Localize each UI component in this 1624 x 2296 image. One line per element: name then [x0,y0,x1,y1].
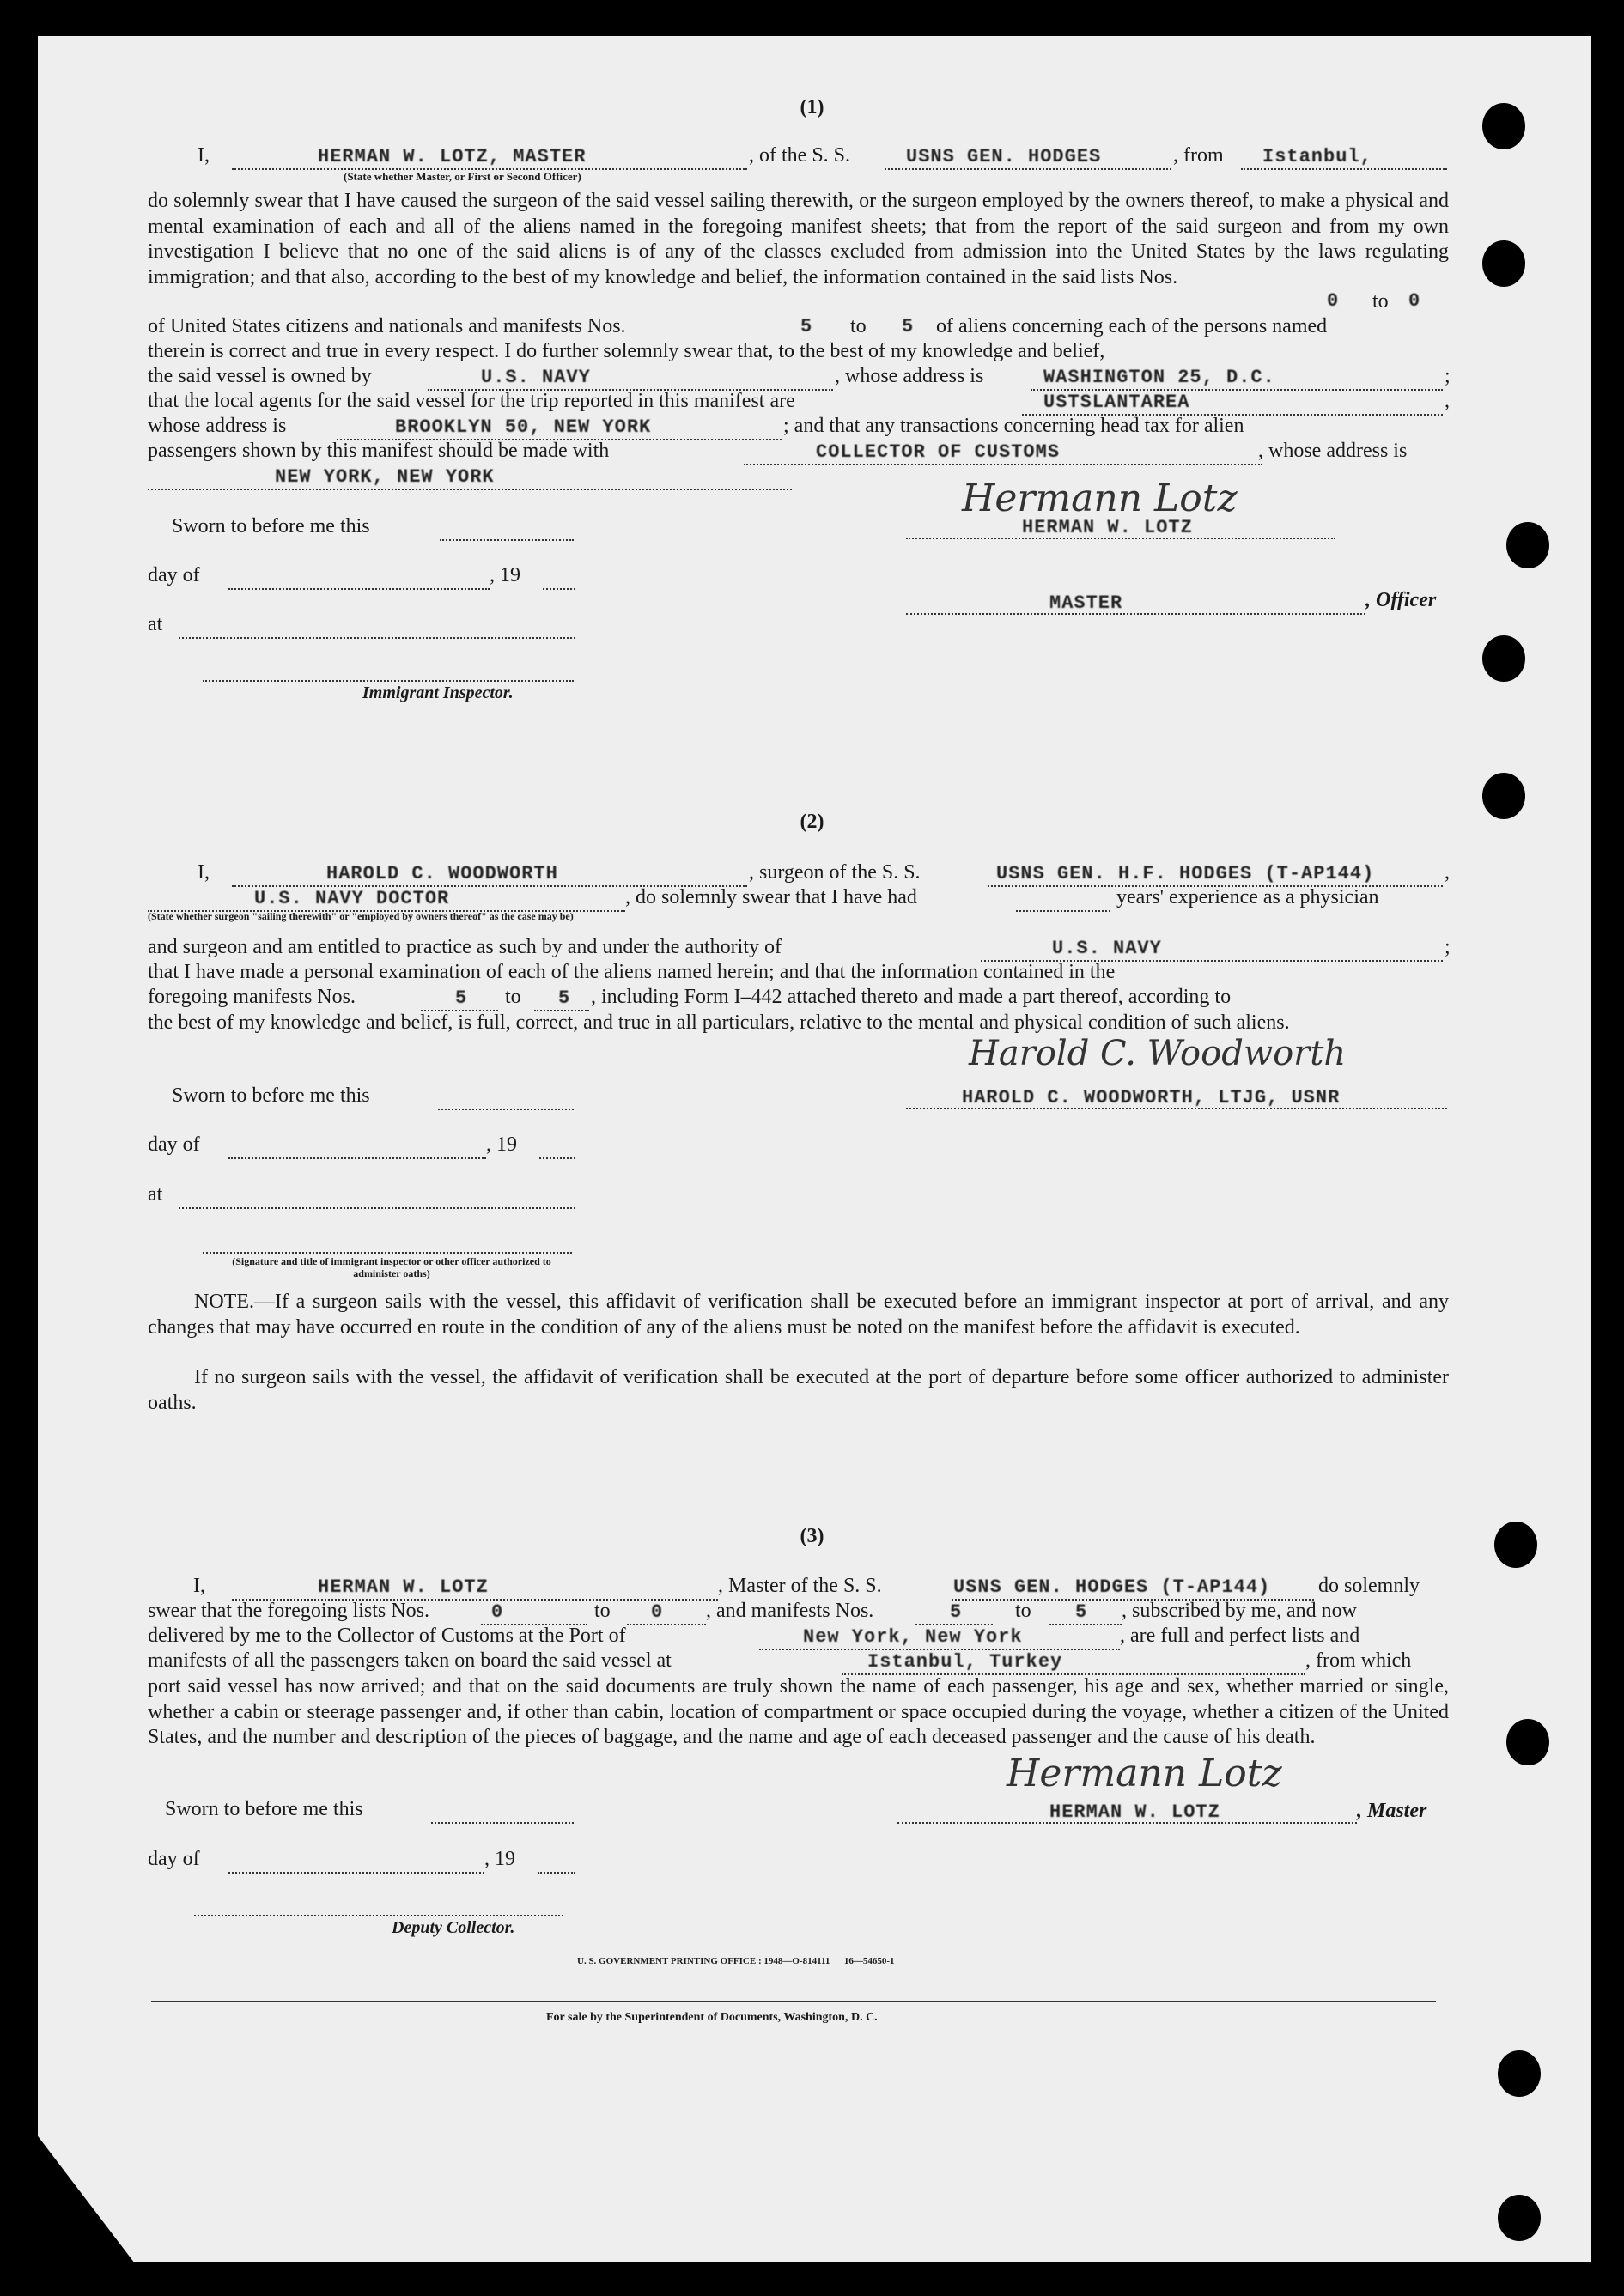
to-label: to [1015,1600,1031,1622]
i-label: I, [193,1575,205,1597]
officer-label: , Officer [1365,589,1437,611]
vessel-name: USNS GEN. H.F. HODGES (T-AP144) [996,863,1375,884]
foregoing-label: foregoing manifests Nos. [148,986,356,1008]
owner: U.S. NAVY [481,367,591,388]
day-of-label: day of [148,564,200,586]
owner-address: WASHINGTON 25, D.C. [1043,367,1275,388]
comma: , [1445,390,1450,412]
day-line [228,566,490,590]
semicolon: ; [1445,936,1451,958]
sig-note-text: (Signature and title of immigrant inspector or other officer authorized to administer oaths) [232,1255,551,1279]
inspector-line [203,658,574,682]
year-label: , 19 [484,1848,515,1870]
sale-notice: For sale by the Superintendent of Documents, Washington, D. C. [546,2011,878,2024]
i-label: I, [198,861,210,884]
master-name: HERMAN W. LOTZ [318,1576,489,1598]
to-label: to [850,315,867,337]
of-ss-label: , of the S. S. [749,144,851,167]
whose-address-label: , whose address is [1258,440,1408,462]
swear-that-text: swear that the foregoing lists Nos. [148,1600,429,1622]
semicolon: ; [1445,365,1451,387]
to-label: to [505,986,521,1008]
from-which-text: , from which [1305,1649,1412,1672]
including-text: , including Form I–442 attached thereto and made a part thereof, according to [591,986,1232,1008]
year-label: , 19 [490,564,520,586]
lists-from: 0 [491,1601,504,1623]
whose-address-label: whose address is [148,415,287,437]
collector-address: NEW YORK, NEW YORK [275,466,495,488]
punch-hole [1506,522,1549,568]
punch-hole [1482,240,1525,287]
and-manifests-label: , and manifests Nos. [706,1600,874,1622]
year-line [538,1850,575,1874]
head-tax-text: ; and that any transactions concerning head tax for alien [783,415,1244,437]
passenger-details-text: port said vessel has now arrived; and that on the said documents are truly shown the name of each passenger, his age and sex, whether married or single, whether a cabin or steerage passenger and, if other than cabin, location of compartment or space occupied during the voyage, whether a citizen of the United States, and the number and description of the pieces of baggage, and the name and age of each deceased passenger and the cause of his death. [148,1675,1449,1748]
state-note: (State whether Master, or First or Second Officer) [344,170,581,183]
examination-text: that I have made a personal examination of each of the aliens named herein; and that the information contained in the [148,961,1116,983]
swear-label: do solemnly [1318,1575,1420,1597]
local-agents-label: that the local agents for the said vessel for the trip reported in this manifest are [148,390,795,412]
signer-name: HERMAN W. LOTZ [1049,1801,1220,1823]
lists-to-line [627,1601,706,1625]
at-label: at [148,613,163,635]
local-agents: USTSLANTAREA [1043,392,1190,413]
boarding-port: Istanbul, Turkey [867,1651,1063,1673]
full-text: , are full and perfect lists and [1120,1625,1360,1647]
manifests-all-text: manifests of all the passengers taken on board the said vessel at [148,1649,672,1672]
punch-hole [1498,2195,1541,2241]
day-line [228,1850,484,1874]
note-text: —If a surgeon sails with the vessel, this affidavit of verification shall be executed before an immigrant inspector at port of arrival, and any changes that may have occurred en route in the condition of any of the aliens must be noted on the manifest before the affidavit is executed. [148,1291,1449,1339]
belief-text: the best of my knowledge and belief, is full, correct, and true in all particulars, relative to the mental and physical condition of such aliens. [148,1011,1290,1034]
master-signature: Hermann Lotz [1007,1752,1282,1795]
surgeon-name: HAROLD C. WOODWORTH [326,863,558,884]
year-line [543,566,575,590]
section-number: (1) [800,96,824,118]
whose-address-label: , whose address is [835,365,984,387]
at-label: at [148,1183,163,1206]
at-line [179,615,575,639]
surgeon-status: U.S. NAVY DOCTOR [254,888,450,909]
sworn-label: Sworn to before me this [172,1084,370,1107]
manifest-from: 5 [950,1601,963,1623]
sworn-label: Sworn to before me this [165,1798,363,1820]
aliens-text: of aliens concerning each of the persons named [936,315,1328,337]
years-line [1016,888,1110,912]
day-of-label: day of [148,1848,200,1870]
sig-note [211,1255,572,1279]
deputy-label: Deputy Collector. [392,1918,515,1937]
signer-name: HAROLD C. WOODWORTH, LTJG, USNR [962,1087,1341,1109]
vessel-name: USNS GEN. HODGES [906,146,1102,167]
surgeon-of-label: , surgeon of the S. S. [749,861,921,884]
note-paragraph [148,1290,1449,1340]
signature-line [203,1230,572,1254]
day-line [228,1135,486,1159]
vessel-name: USNS GEN. HODGES (T-AP144) [953,1576,1271,1598]
to-label: to [594,1600,611,1622]
state-note: (State whether surgeon "sailing therewith" or "employed by owners thereof" as the case may be) [148,910,574,922]
torn-corner [0,2086,137,2267]
at-line [179,1185,575,1209]
owned-by-label: the said vessel is owned by [148,365,372,387]
master-of-label: , Master of the S. S. [718,1575,882,1597]
lists-to: 0 [651,1601,664,1623]
lists-to: 0 [1408,290,1421,312]
manifest-to: 5 [902,316,915,337]
punch-hole [1482,635,1525,682]
year-label: , 19 [486,1133,517,1156]
to-label: to [1372,290,1389,313]
surgeon-signature: Harold C. Woodworth [969,1034,1347,1073]
section-number: (2) [800,811,824,833]
subscribed-text: , subscribed by me, and now [1122,1600,1357,1622]
officer-title: MASTER [1049,592,1123,614]
gpo-imprint: U. S. GOVERNMENT PRINTING OFFICE : 1948—O-814111 16—54650-1 [577,1956,895,1966]
affidavit-body: do solemnly swear that I have caused the surgeon of the said vessel sailing therewith, or the surgeon employed by the owners thereof, to make a physical and mental examination of each and all of the aliens named in the foregoing manifest sheets; that from the report of the said surgeon and from my own investigation I believe that no one of the said aliens is of any of the classes excluded from admission into the United States by the laws regulating immigration; and that also, according to the best of my knowledge and belief, the information contained in the said lists Nos. [148,190,1449,289]
agents-address: BROOKLYN 50, NEW YORK [395,416,652,438]
departure-port: Istanbul, [1262,146,1372,167]
section-number: (3) [800,1525,824,1547]
swear-text: , do solemnly swear that I have had [625,886,917,908]
authority-line [981,938,1443,962]
sworn-line [438,1086,574,1110]
note-paragraph-2: If no surgeon sails with the vessel, the affidavit of verification shall be executed at the port of departure before some officer authorized to administer oaths. [148,1366,1449,1414]
passengers-text: passengers shown by this manifest should be made with [148,440,610,462]
footer-rule [151,2001,1436,2002]
i-label: I, [198,144,210,167]
inspector-label: Immigrant Inspector. [362,683,514,702]
manifest-to: 5 [1075,1601,1088,1623]
signer-name: HERMAN W. LOTZ [1022,517,1193,538]
authority-text: and surgeon and am entitled to practice as such by and under the authority of [148,936,782,958]
comma: , [1445,861,1450,884]
sworn-line [440,517,574,541]
from-label: , from [1173,144,1224,167]
year-line [539,1135,575,1159]
punch-hole [1498,2050,1541,2097]
master-signature: Hermann Lotz [962,477,1238,520]
years-text: years' experience as a physician [1116,886,1379,908]
lists-from: 0 [1327,290,1340,312]
day-of-label: day of [148,1133,200,1156]
deputy-line [194,1892,563,1916]
therein-text: therein is correct and true in every respect. I do further solemnly swear that, to the best of my knowledge and belief, [148,340,1105,362]
master-label: , Master [1357,1800,1427,1822]
manifest-from: 5 [455,987,468,1009]
sworn-label: Sworn to before me this [172,515,370,538]
authority: U.S. NAVY [1052,938,1162,959]
arrival-port: New York, New York [803,1626,1023,1648]
collector: COLLECTOR OF CUSTOMS [816,441,1061,463]
sworn-line [431,1800,574,1824]
punch-hole [1506,1719,1549,1765]
delivered-text: delivered by me to the Collector of Customs at the Port of [148,1625,626,1647]
note-label: NOTE. [194,1291,254,1313]
us-citizens-text: of United States citizens and nationals and manifests Nos. [148,315,626,337]
manifest-from: 5 [800,316,813,337]
manifest-to: 5 [558,987,571,1009]
officer-line [906,591,1365,615]
master-name: HERMAN W. LOTZ, MASTER [318,146,587,167]
